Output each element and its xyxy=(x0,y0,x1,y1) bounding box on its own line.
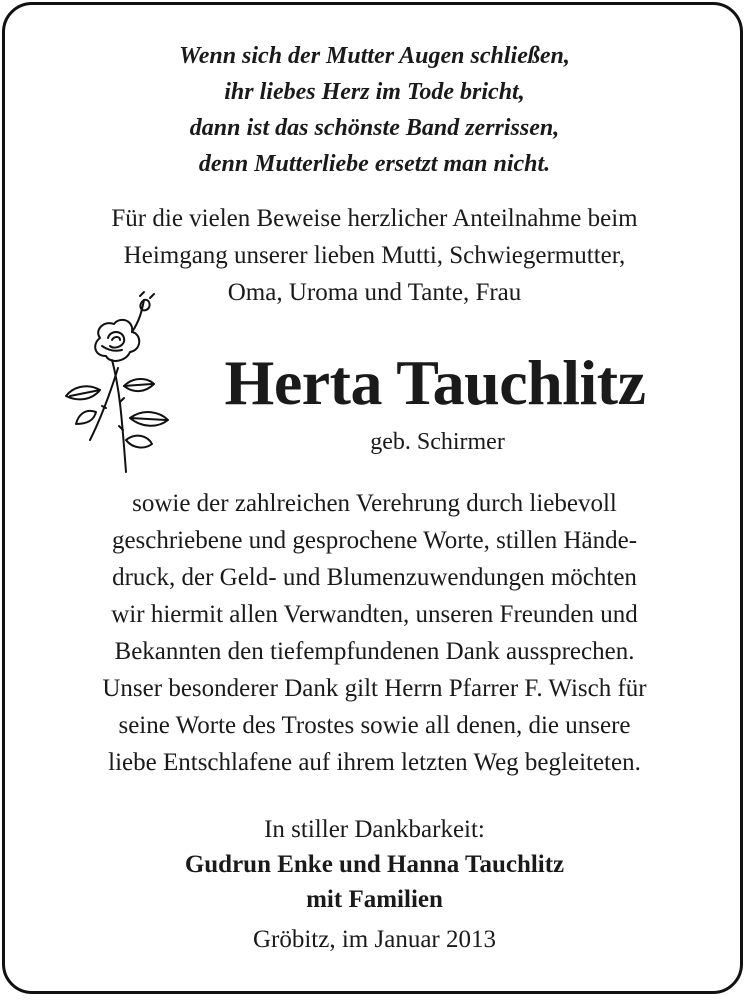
families-text: mit Familien xyxy=(306,886,443,913)
intro-line: Oma, Uroma und Tante, Frau xyxy=(227,279,522,306)
thanks-line: liebe Entschlafene auf ihrem letzten Weg begleiteten. xyxy=(108,749,641,776)
deceased-name: Herta Tauchlitz xyxy=(224,347,646,418)
memorial-poem xyxy=(0,38,749,182)
maiden-name: geb. Schirmer xyxy=(370,429,505,455)
mourner-names: Gudrun Enke und Hanna Tauchlitz xyxy=(184,851,565,878)
thanks-line: Unser besonderer Dank gilt Herrn Pfarrer F. Wisch für xyxy=(102,675,647,702)
signature-block xyxy=(0,812,749,917)
thanks-paragraph xyxy=(0,485,749,781)
thanks-line: geschriebene und gesprochene Worte, stillen Hände- xyxy=(111,527,638,554)
intro-line: Heimgang unserer lieben Mutti, Schwiegermutter, xyxy=(123,242,626,269)
poem-line: denn Mutterliebe ersetzt man nicht. xyxy=(198,151,551,177)
poem-line: dann ist das schönste Band zerrissen, xyxy=(189,115,560,141)
closing-text: In stiller Dankbarkeit: xyxy=(264,816,485,843)
thanks-line: wir hiermit allen Verwandten, unseren Freunden und xyxy=(111,601,638,628)
intro-line: Für die vielen Beweise herzlicher Anteilnahme beim xyxy=(111,205,638,232)
place-date: Gröbitz, im Januar 2013 xyxy=(252,926,496,953)
poem-line: ihr liebes Herz im Tode bricht, xyxy=(224,79,525,105)
thanks-line: sowie der zahlreichen Verehrung durch liebevoll xyxy=(132,490,617,517)
thanks-line: Bekannten den tiefempfundenen Dank aussprechen. xyxy=(114,638,635,665)
thanks-line: seine Worte des Trostes sowie all denen, die unsere xyxy=(118,712,631,739)
rose-icon xyxy=(60,290,180,480)
thanks-line: druck, der Geld- und Blumenzuwendungen möchten xyxy=(112,564,637,591)
poem-line: Wenn sich der Mutter Augen schließen, xyxy=(179,43,570,69)
